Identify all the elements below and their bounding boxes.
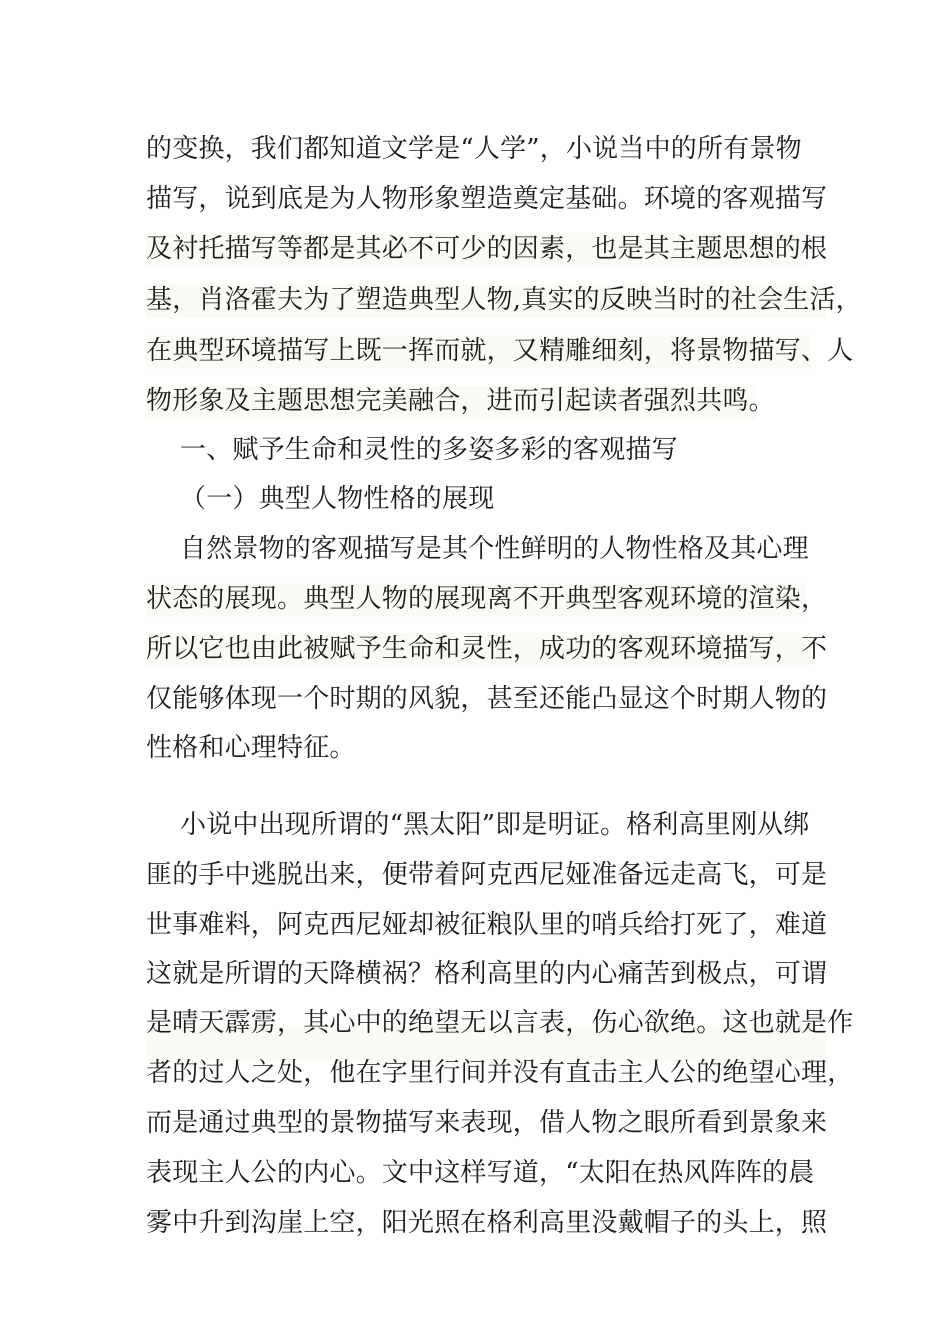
body-text-line: 表现主人公的内心。文中这样写道，“太阳在热风阵阵的晨 xyxy=(146,1158,815,1188)
body-text-line: 状态的展现。典型人物的展现离不开典型客观环境的渲染， xyxy=(146,584,828,614)
body-text-line: 这就是所谓的天降横祸？格利高里的内心痛苦到极点，可谓 xyxy=(146,959,828,989)
body-text-line: 雾中升到沟崖上空，阳光照在格利高里没戴帽子的头上，照 xyxy=(146,1208,828,1238)
body-text-line: 匪的手中逃脱出来，便带着阿克西尼娅准备远走高飞，可是 xyxy=(146,860,828,890)
body-text-line: 物形象及主题思想完美融合，进而引起读者强烈共鸣。 xyxy=(146,386,775,416)
body-text-line: 在典型环境描写上既一挥而就，又精雕细刻，将景物描写、人 xyxy=(146,336,854,366)
body-text-line: 自然景物的客观描写是其个性鲜明的人物性格及其心理 xyxy=(180,534,809,564)
body-text-line: 性格和心理特征。 xyxy=(146,733,356,763)
body-text-line: 而是通过典型的景物描写来表现，借人物之眼所看到景象来 xyxy=(146,1108,828,1138)
body-text-line: 描写，说到底是为人物形象塑造奠定基础。环境的客观描写 xyxy=(146,184,828,214)
body-text-line: 是晴天霹雳，其心中的绝望无以言表，伤心欲绝。这也就是作 xyxy=(146,1008,854,1038)
body-text-line: 仅能够体现一个时期的风貌，甚至还能凸显这个时期人物的 xyxy=(146,684,828,714)
body-text-line: 所以它也由此被赋予生命和灵性，成功的客观环境描写，不 xyxy=(146,634,828,664)
body-text-line: 基，肖洛霍夫为了塑造典型人物,真实的反映当时的社会生活， xyxy=(146,285,862,315)
section-heading: 一、赋予生命和灵性的多姿多彩的客观描写 xyxy=(180,435,678,465)
body-text-line: 的变换，我们都知道文学是“人学”，小说当中的所有景物 xyxy=(146,134,802,164)
body-text-line: 者的过人之处，他在字里行间并没有直击主人公的绝望心理， xyxy=(146,1058,854,1088)
body-text-line: 及衬托描写等都是其必不可少的因素，也是其主题思想的根 xyxy=(146,234,828,264)
body-text-line: 世事难料，阿克西尼娅却被征粮队里的哨兵给打死了，难道 xyxy=(146,910,828,940)
body-text-line: 小说中出现所谓的“黑太阳”即是明证。格利高里刚从绑 xyxy=(180,810,810,840)
subsection-heading: （一）典型人物性格的展现 xyxy=(180,484,495,514)
